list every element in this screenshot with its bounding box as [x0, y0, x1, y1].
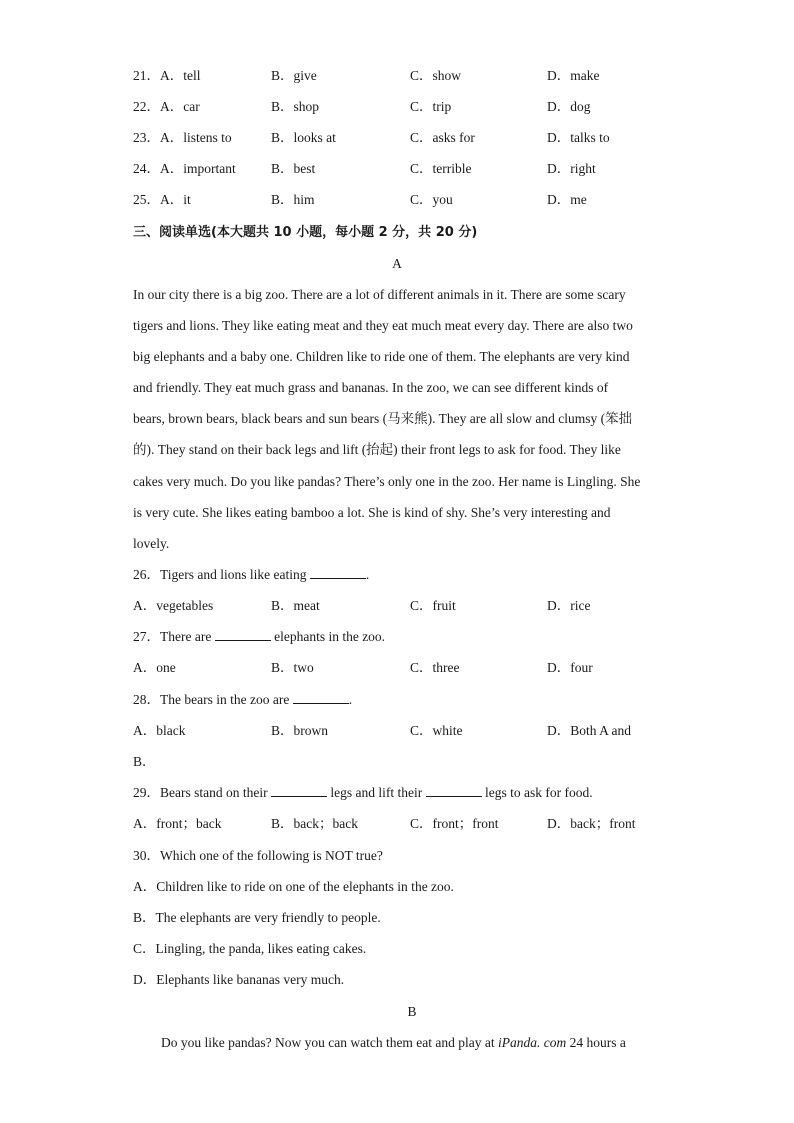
option-a: 21．A．tell — [133, 68, 201, 83]
passage-a-line-8: is very cute. She likes eating bamboo a lot. She is kind of shy. She’s very interesting and — [133, 505, 611, 520]
option-c: C．terrible — [410, 161, 472, 176]
passage-b-label: B — [407, 1004, 417, 1019]
question-30-option-a: A．Children like to ride on one of the elephants in the zoo. — [133, 879, 454, 894]
question-29-options — [133, 815, 733, 833]
question-28-options — [133, 722, 733, 740]
question-23-row — [133, 129, 733, 147]
option-a: A．black — [133, 723, 186, 738]
option-d: D．four — [547, 660, 593, 675]
section-title: 三、阅读单选(本大题共 10 小题，每小题 2 分，共 20 分) — [133, 225, 478, 240]
question-27-stem: 27．There are elephants in the zoo. — [133, 629, 386, 644]
question-30-stem: 30．Which one of the following is NOT true? — [133, 848, 383, 863]
question-25-row — [133, 191, 733, 209]
option-a: 22．A．car — [133, 99, 200, 114]
passage-a-line-1: In our city there is a big zoo. There are a lot of different animals in it. There are some scary — [133, 287, 626, 302]
option-a: 25．A．it — [133, 192, 191, 207]
question-30-option-d: D．Elephants like bananas very much. — [133, 972, 345, 987]
question-27-options — [133, 659, 733, 677]
option-c: C．front；front — [410, 816, 499, 831]
passage-a-label: A — [392, 256, 402, 271]
option-d: D．make — [547, 68, 600, 83]
passage-a-line-7: cakes very much. Do you like pandas? There’s only one in the zoo. Her name is Lingling. She — [133, 474, 641, 489]
question-28-option-d-wrap: B． — [133, 754, 156, 769]
option-a: 23．A．listens to — [133, 130, 232, 145]
option-b: B．back；back — [271, 816, 358, 831]
question-26-options — [133, 597, 733, 615]
option-d: D．me — [547, 192, 587, 207]
option-d: D．rice — [547, 598, 591, 613]
option-c: C．asks for — [410, 130, 475, 145]
question-29-stem: 29．Bears stand on their legs and lift their legs to ask for food. — [133, 785, 593, 800]
option-d: D．talks to — [547, 130, 610, 145]
passage-a-line-3: big elephants and a baby one. Children like to ride one of them. The elephants are very kind — [133, 349, 630, 364]
passage-a-line-2: tigers and lions. They like eating meat and they eat much meat every day. There are also two — [133, 318, 633, 333]
option-b: B．best — [271, 161, 316, 176]
option-c: C．you — [410, 192, 453, 207]
passage-b-line-1: Do you like pandas? Now you can watch them eat and play at iPanda. com 24 hours a — [161, 1035, 626, 1050]
option-d: D．back；front — [547, 816, 636, 831]
passage-a-line-5: bears, brown bears, black bears and sun bears (马来熊). They are all slow and clumsy (笨拙 — [133, 411, 633, 426]
option-c: C．trip — [410, 99, 452, 114]
passage-a-line-9: lovely. — [133, 536, 170, 551]
option-c: C．three — [410, 660, 460, 675]
option-b: B．two — [271, 660, 314, 675]
option-b: B．meat — [271, 598, 320, 613]
passage-a-line-6: 的). They stand on their back legs and lift (抬起) their front legs to ask for food. They like — [133, 442, 621, 457]
answer-blank — [310, 566, 366, 579]
question-24-row — [133, 160, 733, 178]
option-b: B．looks at — [271, 130, 336, 145]
option-a: A．one — [133, 660, 176, 675]
option-c: C．show — [410, 68, 462, 83]
option-d: D．right — [547, 161, 596, 176]
option-b: B．shop — [271, 99, 320, 114]
question-26-stem: 26．Tigers and lions like eating . — [133, 567, 370, 582]
option-b: B．give — [271, 68, 317, 83]
option-a: 24．A．important — [133, 161, 236, 176]
question-30-option-b: B．The elephants are very friendly to people. — [133, 910, 381, 925]
question-22-row — [133, 98, 733, 116]
question-21-row — [133, 67, 733, 85]
option-d: D．dog — [547, 99, 591, 114]
answer-blank — [215, 628, 271, 641]
option-c: C．fruit — [410, 598, 456, 613]
question-28-stem: 28．The bears in the zoo are . — [133, 692, 353, 707]
option-d: D．Both A and — [547, 723, 632, 738]
option-b: B．him — [271, 192, 315, 207]
answer-blank — [271, 784, 327, 797]
question-30-option-c: C．Lingling, the panda, likes eating cakes. — [133, 941, 367, 956]
option-b: B．brown — [271, 723, 328, 738]
website-name: iPanda. com — [498, 1035, 567, 1050]
passage-a-line-4: and friendly. They eat much grass and bananas. In the zoo, we can see different kinds of — [133, 380, 609, 395]
answer-blank — [293, 691, 349, 704]
option-a: A．vegetables — [133, 598, 214, 613]
answer-blank — [426, 784, 482, 797]
option-c: C．white — [410, 723, 463, 738]
option-a: A．front；back — [133, 816, 222, 831]
